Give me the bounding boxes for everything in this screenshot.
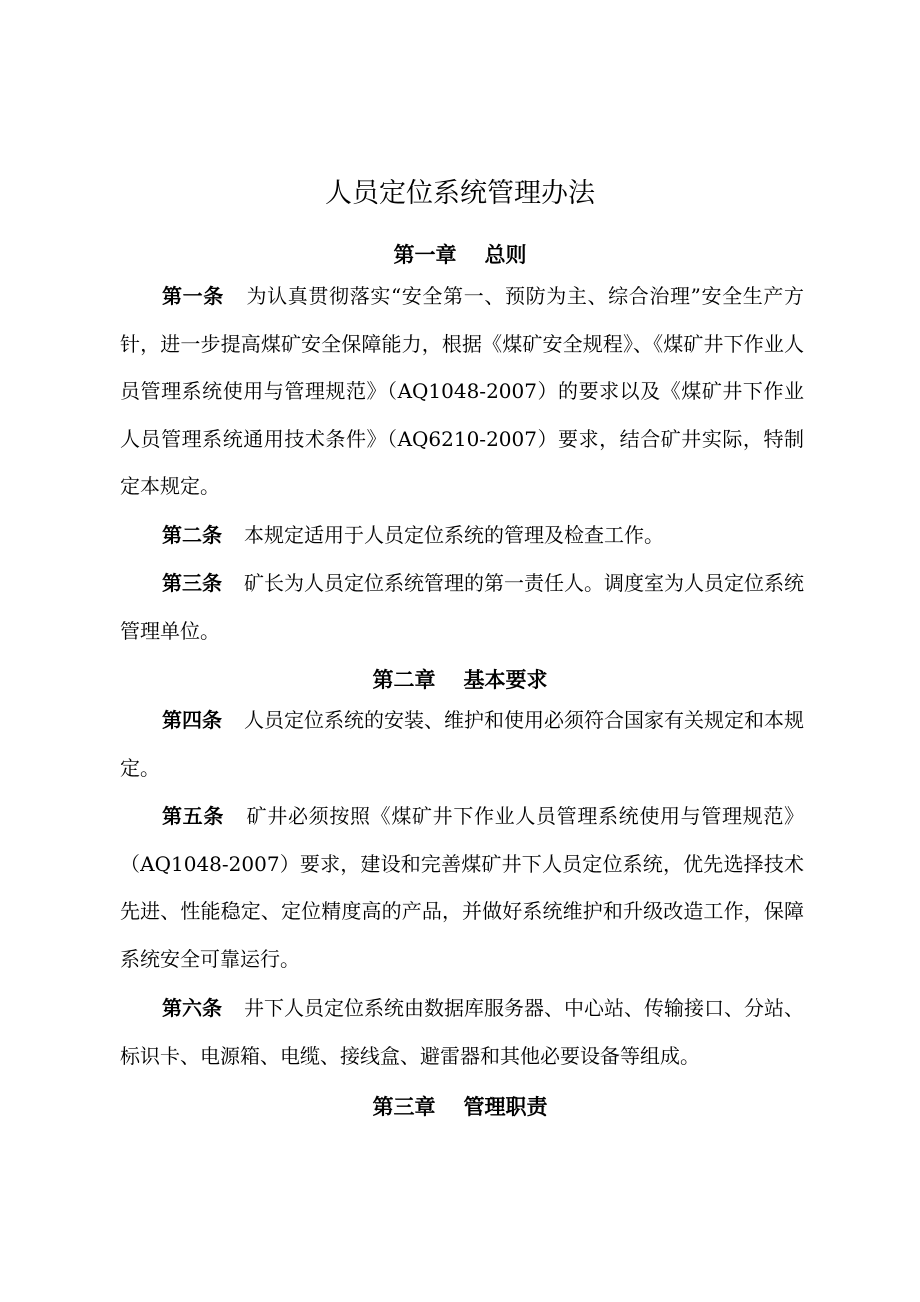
chapter-heading-2 [0, 665, 920, 695]
chapter-number: 第二章 [372, 668, 436, 692]
document-title: 人员定位系统管理办法 [325, 178, 595, 209]
article-text: 井下人员定位系统由数据库服务器、中心站、传输接口、分站、标识卡、电源箱、电缆、接线盒、避雷器和其他必要设备等组成。 [120, 996, 804, 1068]
article-label: 第三条 [162, 571, 222, 595]
article-6 [120, 985, 804, 1080]
chapter-heading-3 [0, 1092, 920, 1122]
chapter-heading-1 [0, 240, 920, 270]
chapter-name: 总则 [484, 243, 527, 267]
article-label: 第二条 [162, 523, 222, 547]
chapter-name: 基本要求 [463, 668, 548, 692]
article-text: 矿长为人员定位系统管理的第一责任人。调度室为人员定位系统管理单位。 [120, 571, 804, 643]
article-text: 为认真贯彻落实“安全第一、预防为主、综合治理”安全生产方针，进一步提高煤矿安全保障能力，根据《煤矿安全规程》、《煤矿井下作业人员管理系统使用与管理规范》（AQ1048-2007）的要求以及《煤矿井下作业人员管理系统通用技术条件》（AQ6210-2007）要求，结合矿井实际，特制定本规定。 [120, 284, 805, 498]
article-text: 人员定位系统的安装、维护和使用必须符合国家有关规定和本规定。 [120, 708, 804, 780]
chapter-number: 第一章 [393, 243, 457, 267]
chapter-name: 管理职责 [463, 1095, 548, 1119]
article-text: 本规定适用于人员定位系统的管理及检查工作。 [244, 523, 664, 547]
chapter-number: 第三章 [372, 1095, 436, 1119]
article-label: 第六条 [162, 996, 222, 1020]
article-label: 第一条 [162, 284, 224, 308]
article-3 [120, 560, 804, 655]
article-5 [120, 793, 804, 983]
article-text: 矿井必须按照《煤矿井下作业人员管理系统使用与管理规范》（AQ1048-2007）要求，建设和完善煤矿井下人员定位系统，优先选择技术先进、性能稳定、定位精度高的产品，并做好系统维护和升级改造工作，保障系统安全可靠运行。 [120, 804, 804, 971]
article-1 [120, 273, 804, 511]
article-4 [120, 697, 804, 792]
article-label: 第四条 [162, 708, 222, 732]
article-2 [120, 512, 804, 560]
article-label: 第五条 [162, 804, 224, 828]
